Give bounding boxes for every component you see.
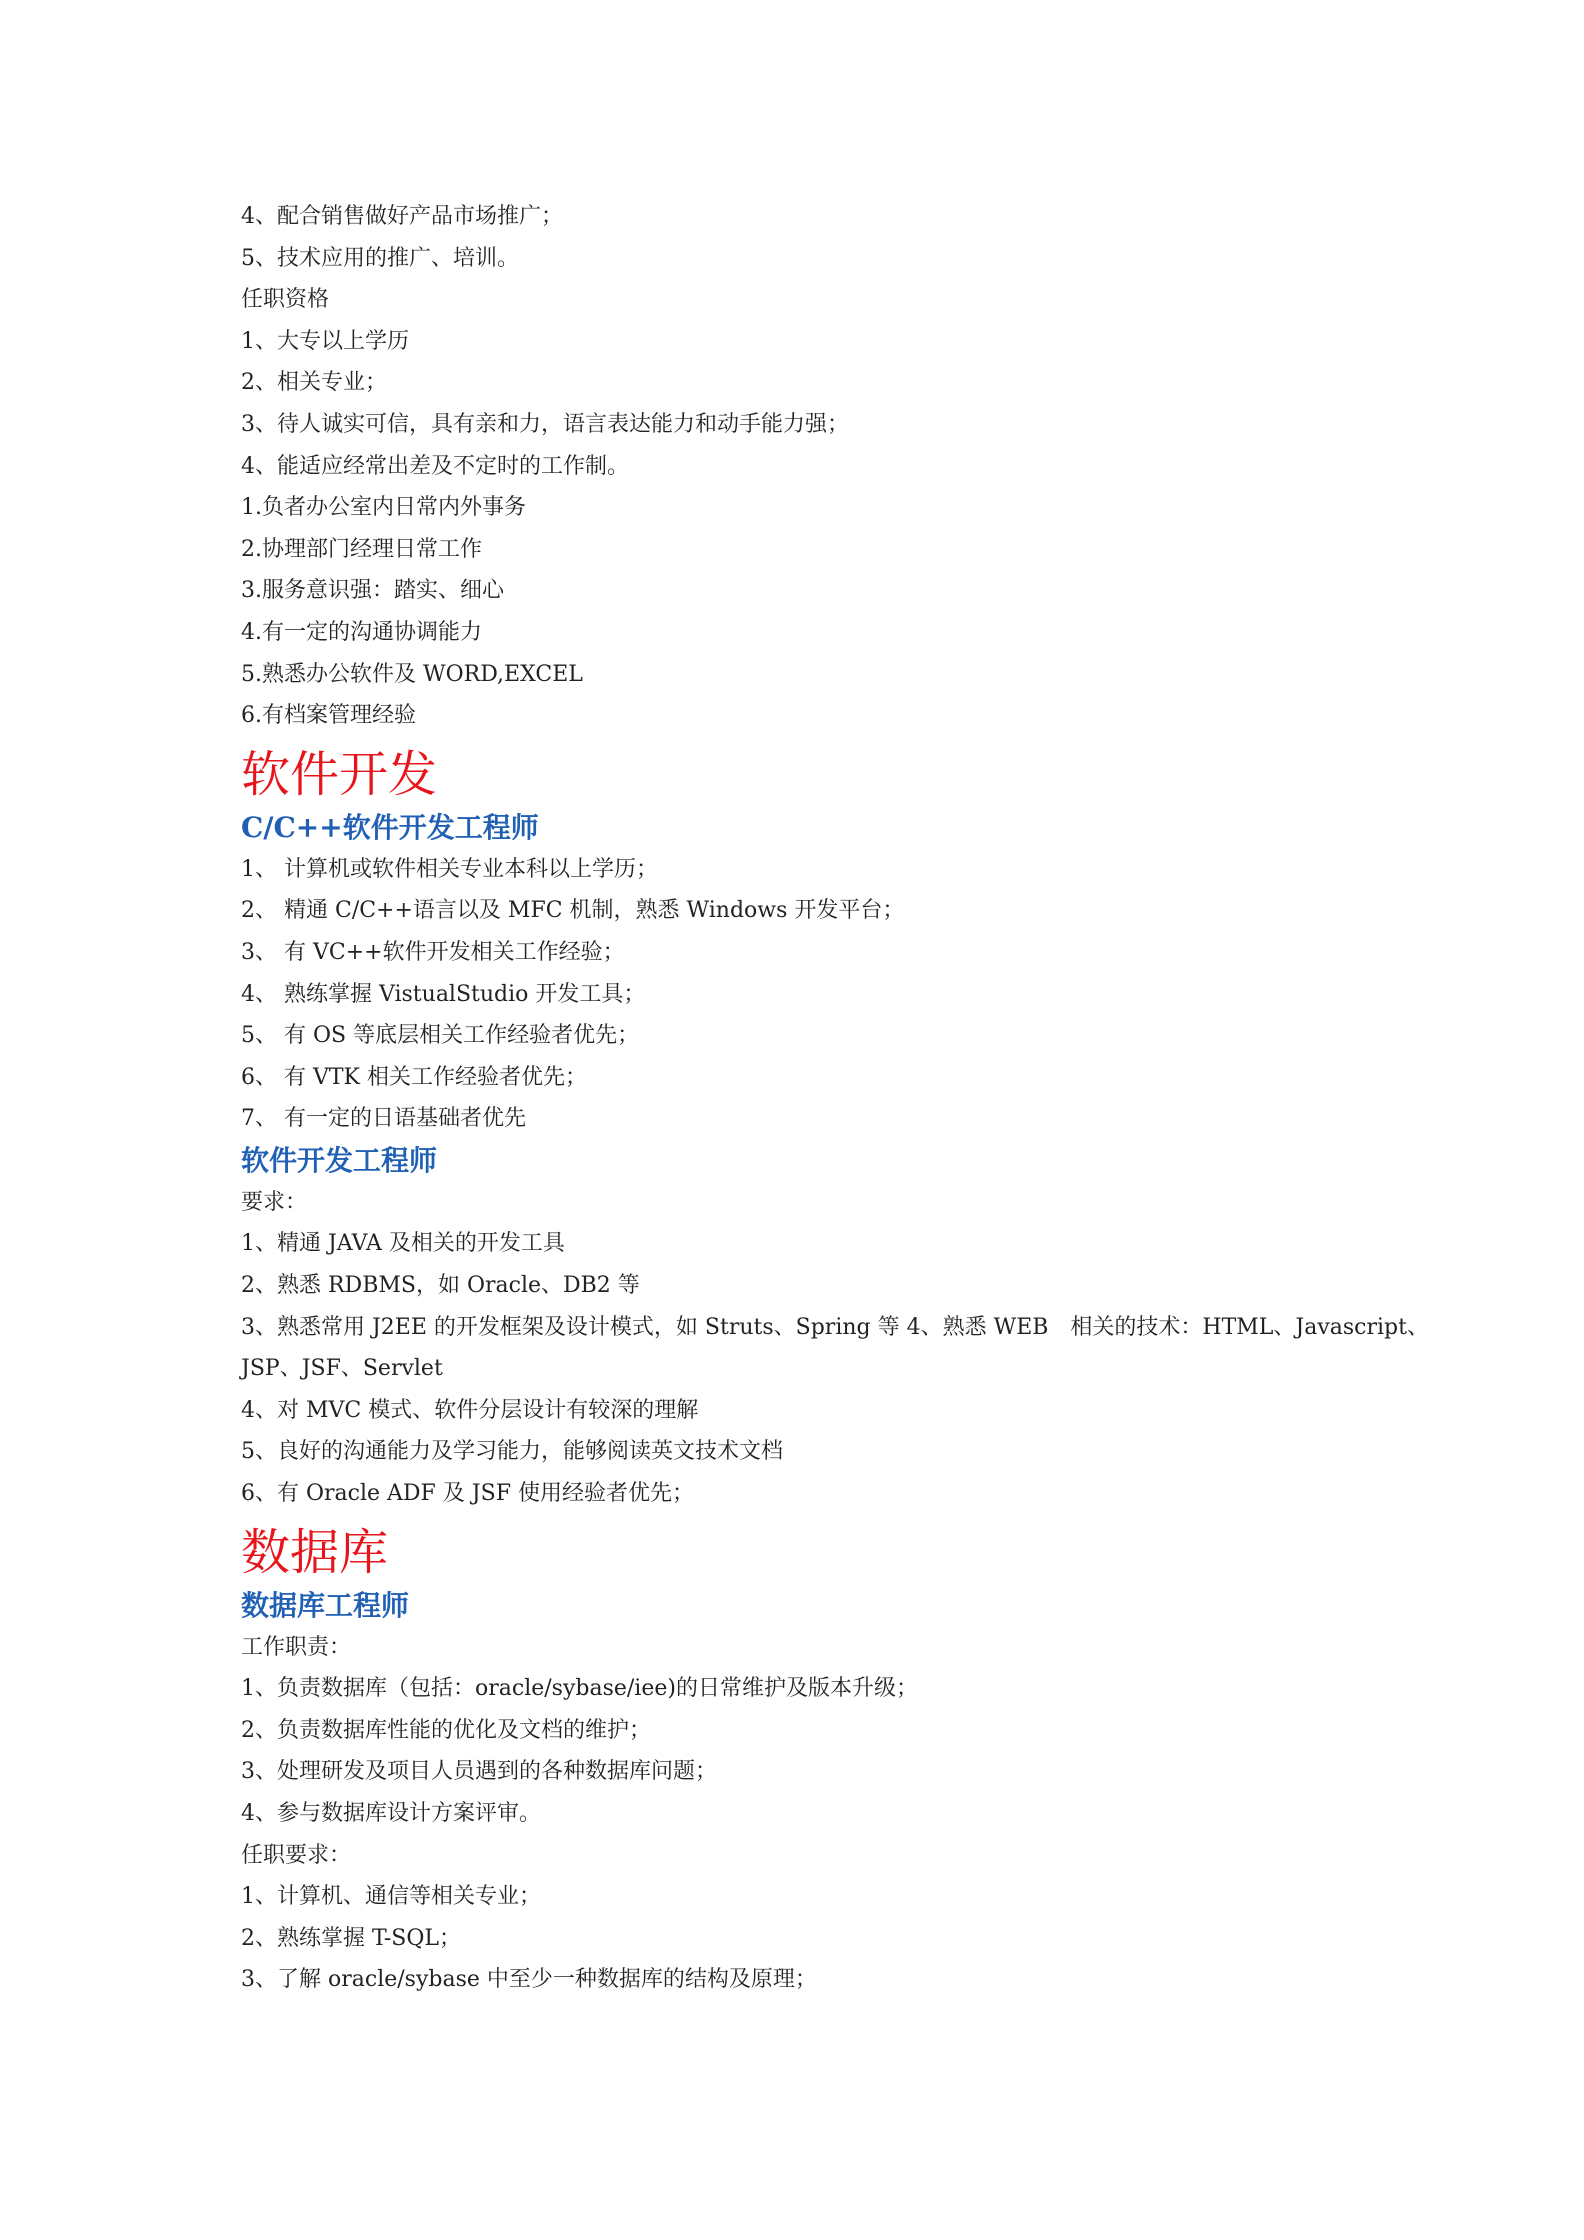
text-line: 3.服务意识强：踏实、细心 (241, 578, 504, 604)
list-item: 任职要求： (241, 1842, 352, 1868)
list-item: 5、 有 OS 等底层相关工作经验者优先； (241, 1023, 640, 1049)
list-item: 3、处理研发及项目人员遇到的各种数据库问题； (241, 1759, 717, 1785)
cpp-engineer-title: C/C++软件开发工程师 (241, 810, 539, 844)
section-heading-software: 软件开发 (241, 745, 438, 803)
list-item: 3、熟悉常用 J2EE 的开发框架及设计模式，如 Struts、Spring 等 4、熟悉 WEB 相关的技术：HTML、Javascript、 (241, 1314, 1429, 1340)
text-line: 2、相关专业； (241, 370, 387, 396)
db-engineer-requirements (241, 1627, 1401, 2001)
list-item: 4、 熟练掌握 VistualStudio 开发工具； (241, 981, 646, 1007)
text-line: 4、配合销售做好产品市场推广； (241, 204, 563, 229)
text-line: 1、大专以上学历 (241, 328, 409, 354)
list-item: 4、对 MVC 模式、软件分层设计有较深的理解 (241, 1397, 699, 1423)
text-line: 5.熟悉办公软件及 WORD,EXCEL (241, 661, 583, 687)
list-item: 1、负责数据库（包括：oracle/sybase/iee)的日常维护及版本升级； (241, 1676, 918, 1702)
document-content (241, 196, 1429, 2001)
text-line: 6.有档案管理经验 (241, 703, 416, 729)
text-line: 4.有一定的沟通协调能力 (241, 619, 482, 645)
list-item: 6、有 Oracle ADF 及 JSF 使用经验者优先； (241, 1481, 694, 1507)
text-line: 2.协理部门经理日常工作 (241, 536, 482, 562)
list-item: 4、参与数据库设计方案评审。 (241, 1801, 541, 1826)
list-item: 6、 有 VTK 相关工作经验者优先； (241, 1064, 587, 1090)
list-item: 7、 有一定的日语基础者优先 (241, 1106, 526, 1132)
list-item: 2、熟练掌握 T-SQL； (241, 1925, 461, 1951)
list-item: 2、 精通 C/C++语言以及 MFC 机制，熟悉 Windows 开发平台； (241, 898, 905, 924)
top-block (241, 196, 1401, 737)
list-item: 2、负责数据库性能的优化及文档的维护； (241, 1717, 651, 1743)
text-line: 3、待人诚实可信，具有亲和力，语言表达能力和动手能力强； (241, 411, 849, 437)
text-line: 4、能适应经常出差及不定时的工作制。 (241, 453, 629, 479)
text-line: 1.负者办公室内日常内外事务 (241, 495, 526, 521)
list-item: 工作职责： (241, 1634, 352, 1660)
software-engineer-requirements (241, 1182, 1429, 1515)
list-item: 1、精通 JAVA 及相关的开发工具 (241, 1231, 565, 1257)
list-item: 3、了解 oracle/sybase 中至少一种数据库的结构及原理； (241, 1967, 817, 1993)
section-heading-database: 数据库 (241, 1523, 389, 1581)
list-item: 1、 计算机或软件相关专业本科以上学历； (241, 856, 658, 882)
list-item: 要求： (241, 1189, 308, 1215)
list-item: JSP、JSF、Servlet (241, 1356, 443, 1382)
list-item: 5、良好的沟通能力及学习能力，能够阅读英文技术文档 (241, 1439, 783, 1465)
list-item: 3、 有 VC++软件开发相关工作经验； (241, 939, 625, 965)
list-item: 2、熟悉 RDBMS，如 Oracle、DB2 等 (241, 1273, 640, 1299)
db-engineer-title: 数据库工程师 (241, 1588, 410, 1622)
cpp-requirements-list (241, 849, 1401, 1140)
software-engineer-title: 软件开发工程师 (241, 1143, 438, 1177)
text-line: 任职资格 (241, 287, 330, 313)
list-item: 1、计算机、通信等相关专业； (241, 1884, 541, 1910)
text-line: 5、技术应用的推广、培训。 (241, 245, 519, 271)
